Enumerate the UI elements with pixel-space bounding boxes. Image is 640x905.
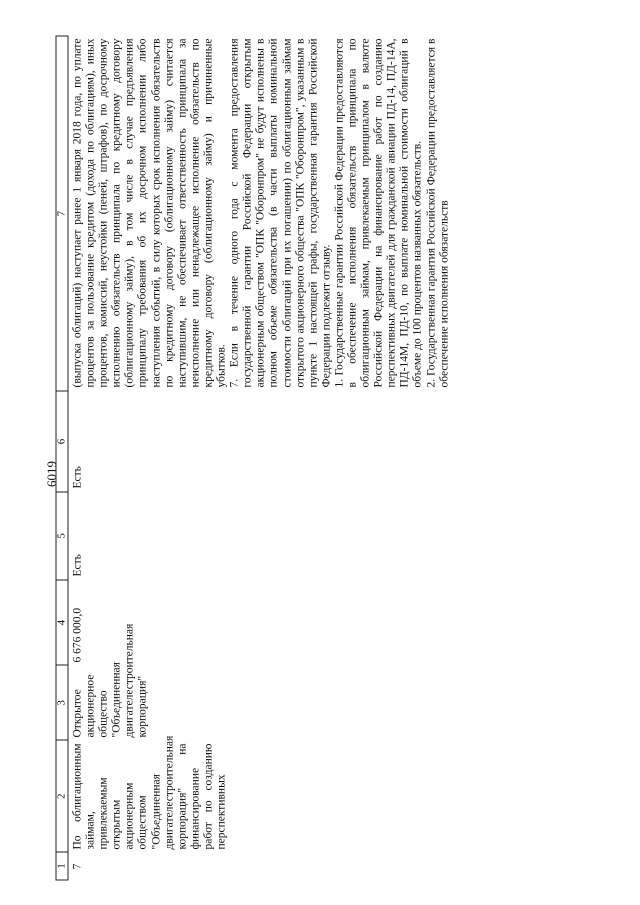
column-number-header: [55, 36, 68, 881]
header-cell-6: 6: [56, 391, 67, 492]
principal-name-cell: Открытое акционерное общество "Объединенная двигателестроительная корпорация": [71, 623, 149, 738]
header-cell-4: 4: [56, 579, 67, 665]
page-number: 6019: [44, 461, 59, 487]
condition-paragraph: 2. Государственная гарантия Российской Федерации предоставляется в обеспечение исполнения обязательств: [424, 38, 450, 388]
guarantee-amount-cell: 6 676 000,0: [71, 607, 83, 663]
condition-paragraph: 1. Государственные гарантии Российской Федерации предоставляются в обеспечение исполнения обязательств принципала по облигационным займам, привлекаемым принципалом в валюте Российской Федерации на финансирование работ по созданию перспективных двигателей для гражданской авиации ПД-14, ПД-14А, ПД-14М, ПД-10, по выплате номинальной стоимости облигаций в объеме до 100 процентов названных обязательств.: [332, 38, 424, 388]
recourse-right-cell: Есть: [71, 554, 83, 577]
rotated-table: [55, 36, 625, 881]
collateral-check-cell: Есть: [71, 466, 83, 489]
header-cell-2: 2: [56, 740, 67, 852]
header-cell-3: 3: [56, 665, 67, 740]
borrowing-description-cell: По облигационным займам, привлекаемым открытым акционерным обществом "Объединенная двигателестроительная корпорация" на финансирование работ по созданию перспективных: [71, 735, 228, 850]
header-cell-5: 5: [56, 491, 67, 579]
table-row: [71, 36, 625, 881]
header-cell-7: 7: [55, 210, 67, 217]
row-number-cell: 7: [71, 863, 83, 870]
condition-paragraph: (выпуска облигаций) наступает ранее 1 января 2018 года, по уплате процентов за пользование кредитом (дохода по облигациям), иных процентов, комиссий, неустойки (пеней, штрафов), по досрочному исполнению обязательств принципала по кредитному договору (облигационному займу), в том числе в случае предъявления принципалу требования об их досрочном исполнении либо наступления событий, в силу которых срок исполнения обязательств по кредитному договору (облигационному займу) считается наступившим, не обеспечивает ответственность принципала за неисполнение или ненадлежащее исполнение обязательств по кредитному договору (облигационному займу) и причиненные убытков.: [71, 38, 228, 388]
condition-paragraph: 7. Если в течение одного года с момента предоставления государственной гарантии Российской Федерации открытым акционерным обществом "ОПК "Оборонпром" не будут исполнены в полном объеме обязательства (в части выплаты номинальной стоимости облигаций при их погашении) по облигационным займам открытого акционерного общества "ОПК "Оборонпром", указанным в пункте 1 настоящей графы, государственная гарантия Российской Федерации подлежит отзыву.: [228, 38, 332, 388]
header-cell-1: 1: [56, 852, 67, 880]
other-conditions-cell: [71, 36, 625, 391]
